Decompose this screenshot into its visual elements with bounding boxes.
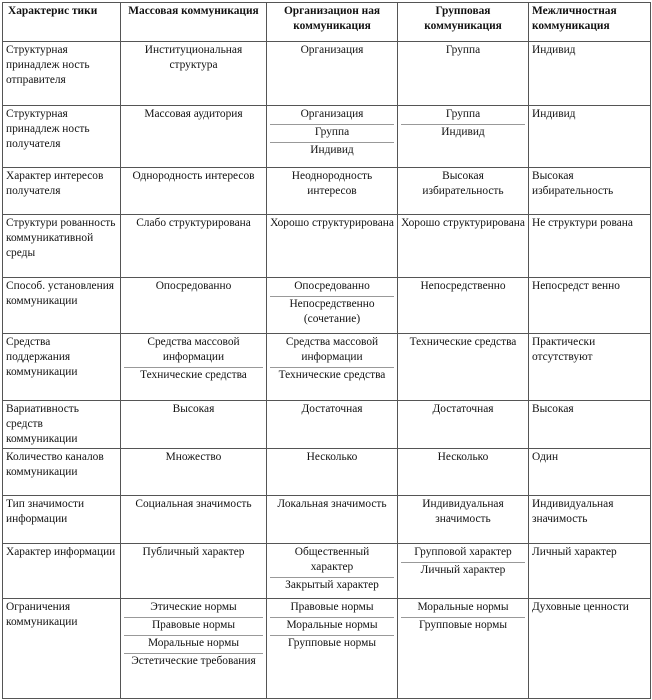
- cell-entry: Технические средства: [140, 369, 247, 381]
- cell-entry: Групповые нормы: [418, 619, 508, 631]
- org-cell: [267, 106, 398, 168]
- row-label: Характер интересов получателя: [3, 168, 121, 215]
- mass-cell: [121, 278, 267, 334]
- inter-cell: [529, 106, 651, 168]
- group-cell: [398, 42, 529, 106]
- cell-entry: Индивидуальная значимость: [422, 498, 504, 525]
- group-cell: [398, 106, 529, 168]
- header-organizational-communication: Организацион ная коммуникация: [267, 3, 398, 42]
- cell-entry: Не структури рована: [532, 217, 633, 229]
- mass-cell: [121, 42, 267, 106]
- row-label: Структурная принадлеж ность отправителя: [3, 42, 121, 106]
- table-row: [3, 401, 651, 449]
- header-interpersonal-communication: Межличностная коммуникация: [529, 3, 651, 42]
- cell-entry: Институциональная структура: [144, 44, 243, 71]
- table-row: [3, 106, 651, 168]
- cell-entry: Однородность интересов: [132, 170, 255, 182]
- group-cell: [398, 544, 529, 599]
- org-cell: [267, 496, 398, 544]
- cell-entry: Технические средства: [409, 336, 517, 348]
- table-row: [3, 42, 651, 106]
- mass-cell: [121, 215, 267, 278]
- cell-entry: Несколько: [437, 451, 489, 463]
- table-row: [3, 449, 651, 496]
- cell-entry: Закрытый характер: [285, 579, 379, 591]
- cell-entry: Индивид: [532, 44, 576, 56]
- cell-entry: Локальная значимость: [277, 498, 387, 510]
- row-label: Количество каналов коммуникации: [3, 449, 121, 496]
- cell-entry: Хорошо структурирована: [270, 217, 394, 229]
- row-label: Средства поддержания коммуникации: [3, 334, 121, 401]
- cell-entry: Достаточная: [432, 403, 494, 415]
- group-cell: [398, 334, 529, 401]
- cell-entry: Слабо структурирована: [136, 217, 251, 229]
- org-cell: [267, 42, 398, 106]
- cell-entry: Правовые нормы: [270, 600, 394, 618]
- inter-cell: [529, 401, 651, 449]
- mass-cell: [121, 599, 267, 699]
- cell-entry: Общественный характер: [270, 545, 394, 578]
- cell-entry: Группа: [445, 44, 481, 56]
- cell-entry: Индивид: [441, 126, 485, 138]
- cell-entry: Один: [532, 451, 559, 463]
- cell-entry: Эстетические требования: [131, 655, 256, 667]
- org-cell: [267, 168, 398, 215]
- cell-entry: Средства массовой информации: [124, 335, 263, 368]
- cell-entry: Моральные нормы: [270, 618, 394, 636]
- inter-cell: [529, 168, 651, 215]
- org-cell: [267, 334, 398, 401]
- cell-entry: Средства массовой информации: [270, 335, 394, 368]
- table-row: [3, 496, 651, 544]
- row-label: Вариативность средств коммуникации: [3, 401, 121, 449]
- cell-entry: Опосредованно: [270, 279, 394, 297]
- cell-entry: Множество: [165, 451, 222, 463]
- table-row: [3, 334, 651, 401]
- cell-entry: Несколько: [306, 451, 358, 463]
- cell-entry: Непосредст венно: [532, 280, 620, 292]
- group-cell: [398, 599, 529, 699]
- org-cell: [267, 215, 398, 278]
- cell-entry: Массовая аудитория: [144, 108, 243, 120]
- cell-entry: Моральные нормы: [124, 636, 263, 654]
- cell-entry: Практически отсутствуют: [532, 336, 596, 363]
- cell-entry: Индивид: [532, 108, 576, 120]
- cell-entry: Социальная значимость: [135, 498, 252, 510]
- cell-entry: Групповой характер: [401, 545, 525, 563]
- org-cell: [267, 599, 398, 699]
- cell-entry: Неоднородность интересов: [291, 170, 373, 197]
- cell-entry: Непосредственно: [420, 280, 506, 292]
- cell-entry: Духовные ценности: [532, 601, 629, 613]
- cell-entry: Индивид: [310, 144, 354, 156]
- org-cell: [267, 449, 398, 496]
- cell-entry: Этические нормы: [124, 600, 263, 618]
- cell-entry: Организация: [270, 107, 394, 125]
- header-group-communication: Групповая коммуникация: [398, 3, 529, 42]
- inter-cell: [529, 334, 651, 401]
- mass-cell: [121, 334, 267, 401]
- header-characteristics: Характерис тики: [3, 3, 121, 42]
- org-cell: [267, 401, 398, 449]
- row-label: Структури рованность коммуникативной среды: [3, 215, 121, 278]
- cell-entry: Организация: [300, 44, 364, 56]
- mass-cell: [121, 168, 267, 215]
- group-cell: [398, 168, 529, 215]
- row-label: Характер информации: [3, 544, 121, 599]
- table-row: [3, 168, 651, 215]
- mass-cell: [121, 449, 267, 496]
- cell-entry: Индивидуальная значимость: [532, 498, 614, 525]
- inter-cell: [529, 42, 651, 106]
- cell-entry: Моральные нормы: [401, 600, 525, 618]
- cell-entry: Высокая избирательность: [422, 170, 504, 197]
- org-cell: [267, 278, 398, 334]
- inter-cell: [529, 449, 651, 496]
- inter-cell: [529, 215, 651, 278]
- group-cell: [398, 449, 529, 496]
- inter-cell: [529, 599, 651, 699]
- mass-cell: [121, 496, 267, 544]
- group-cell: [398, 496, 529, 544]
- table-row: [3, 278, 651, 334]
- inter-cell: [529, 278, 651, 334]
- mass-cell: [121, 544, 267, 599]
- row-label: Тип значимости информации: [3, 496, 121, 544]
- row-label: Способ. установления коммуникации: [3, 278, 121, 334]
- group-cell: [398, 401, 529, 449]
- cell-entry: Высокая: [532, 403, 574, 415]
- table-row: [3, 544, 651, 599]
- cell-entry: Технические средства: [278, 369, 386, 381]
- table-row: [3, 215, 651, 278]
- group-cell: [398, 278, 529, 334]
- cell-entry: Публичный характер: [142, 546, 245, 558]
- table-row: [3, 599, 651, 699]
- cell-entry: Личный характер: [532, 546, 617, 558]
- cell-entry: Опосредованно: [155, 280, 232, 292]
- cell-entry: Группа: [270, 125, 394, 143]
- cell-entry: Высокая избирательность: [532, 170, 614, 197]
- mass-cell: [121, 401, 267, 449]
- group-cell: [398, 215, 529, 278]
- row-label: Структурная принадлеж ность получателя: [3, 106, 121, 168]
- cell-entry: Личный характер: [420, 564, 506, 576]
- cell-entry: Высокая: [172, 403, 215, 415]
- header-mass-communication: Массовая коммуникация: [121, 3, 267, 42]
- cell-entry: Правовые нормы: [124, 618, 263, 636]
- cell-entry: Хорошо структурирована: [401, 217, 525, 229]
- communication-comparison-table: [2, 2, 651, 699]
- mass-cell: [121, 106, 267, 168]
- header-row: [3, 3, 651, 42]
- cell-entry: Группа: [401, 107, 525, 125]
- inter-cell: [529, 544, 651, 599]
- org-cell: [267, 544, 398, 599]
- row-label: Ограничения коммуникации: [3, 599, 121, 699]
- cell-entry: Достаточная: [301, 403, 363, 415]
- inter-cell: [529, 496, 651, 544]
- cell-entry: Групповые нормы: [287, 637, 377, 649]
- cell-entry: Непосредственно (сочетание): [289, 298, 375, 325]
